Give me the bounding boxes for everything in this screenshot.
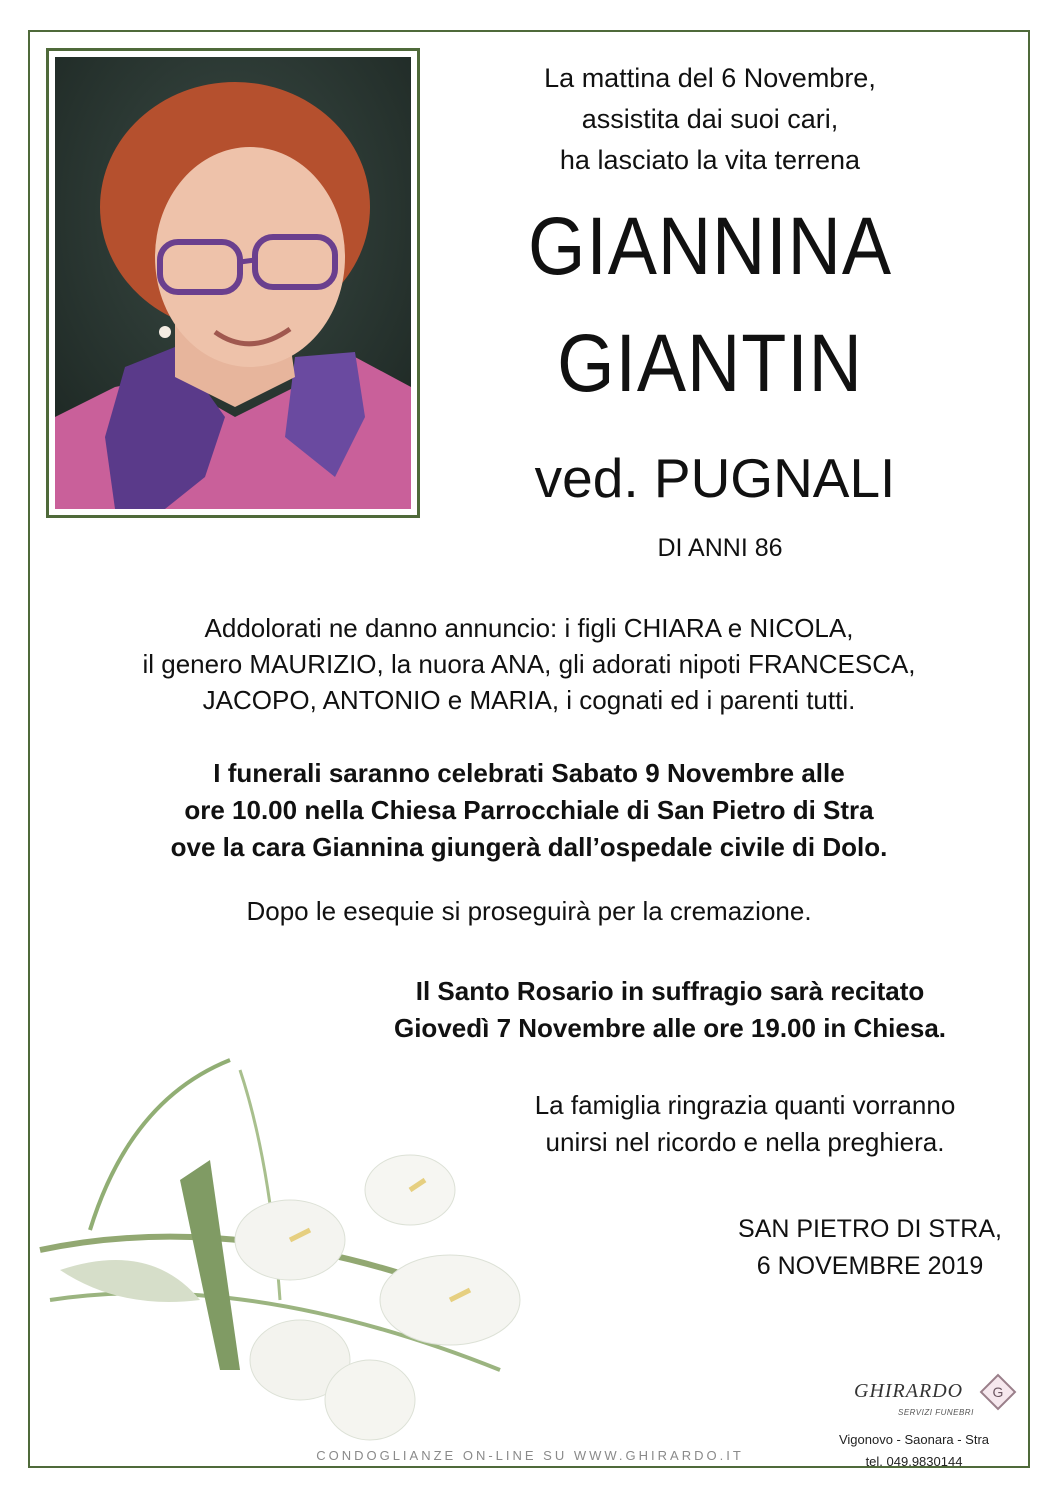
funeral-line-3: ove la cara Giannina giungerà dall’ospedale civile di Dolo. [170,832,888,862]
thanks-line-2: unirsi nel ricordo e nella preghiera. [545,1127,945,1157]
rosary-line-1: Il Santo Rosario in suffragio sarà recitato [415,976,925,1006]
place-and-date [720,1211,1020,1285]
age: DI ANNI 86 [657,534,783,562]
thanks-line-1: La famiglia ringrazia quanti vorranno [534,1090,956,1120]
rosary-line-2: Giovedì 7 Novembre alle ore 19.00 in Chiesa. [393,1013,947,1043]
logo-subtitle: SERVIZI FUNEBRI [898,1408,974,1417]
logo-name: GHIRARDO [854,1380,964,1402]
svg-text:G: G [992,1384,1004,1400]
logo-diamond-icon [978,1372,1018,1412]
calla-lily-bouquet [30,1040,550,1460]
deceased-last-name: GIANTIN [557,318,863,409]
widow-of: ved. PUGNALI [534,447,896,509]
intro-line-1: La mattina del 6 Novembre, [544,63,876,93]
announcement-line-3: JACOPO, ANTONIO e MARIA, i cognati ed i parenti tutti. [202,685,856,715]
funeral-details [60,755,998,866]
funeral-home-logo [828,1372,1028,1492]
intro-text [500,58,920,181]
cremation-note: Dopo le esequie si proseguirà per la cremazione. [246,896,812,926]
portrait-image [55,57,411,509]
announcement-line-1: Addolorati ne danno annuncio: i figli CHIARA e NICOLA, [204,613,854,643]
announcement [60,610,998,718]
thanks-message [500,1087,990,1161]
logo-locations: Vigonovo - Saonara - Stra [838,1432,990,1447]
announcement-line-2: il genero MAURIZIO, la nuora ANA, gli adorati nipoti FRANCESCA, [142,649,916,679]
footer-condolences: CONDOGLIANZE ON-LINE SU WWW.GHIRARDO.IT [316,1448,744,1463]
rosary-details [330,973,1010,1047]
deceased-first-name: GIANNINA [528,201,892,292]
place: SAN PIETRO DI STRA, [738,1215,1002,1243]
funeral-line-1: I funerali saranno celebrati Sabato 9 Novembre alle [213,758,845,788]
intro-line-2: assistita dai suoi cari, [581,104,839,134]
date: 6 NOVEMBRE 2019 [756,1252,984,1280]
funeral-line-2: ore 10.00 nella Chiesa Parrocchiale di San Pietro di Stra [184,795,874,825]
logo-phone: tel. 049.9830144 [865,1454,963,1469]
intro-line-3: ha lasciato la vita terrena [559,145,861,175]
portrait-photo [46,48,420,518]
